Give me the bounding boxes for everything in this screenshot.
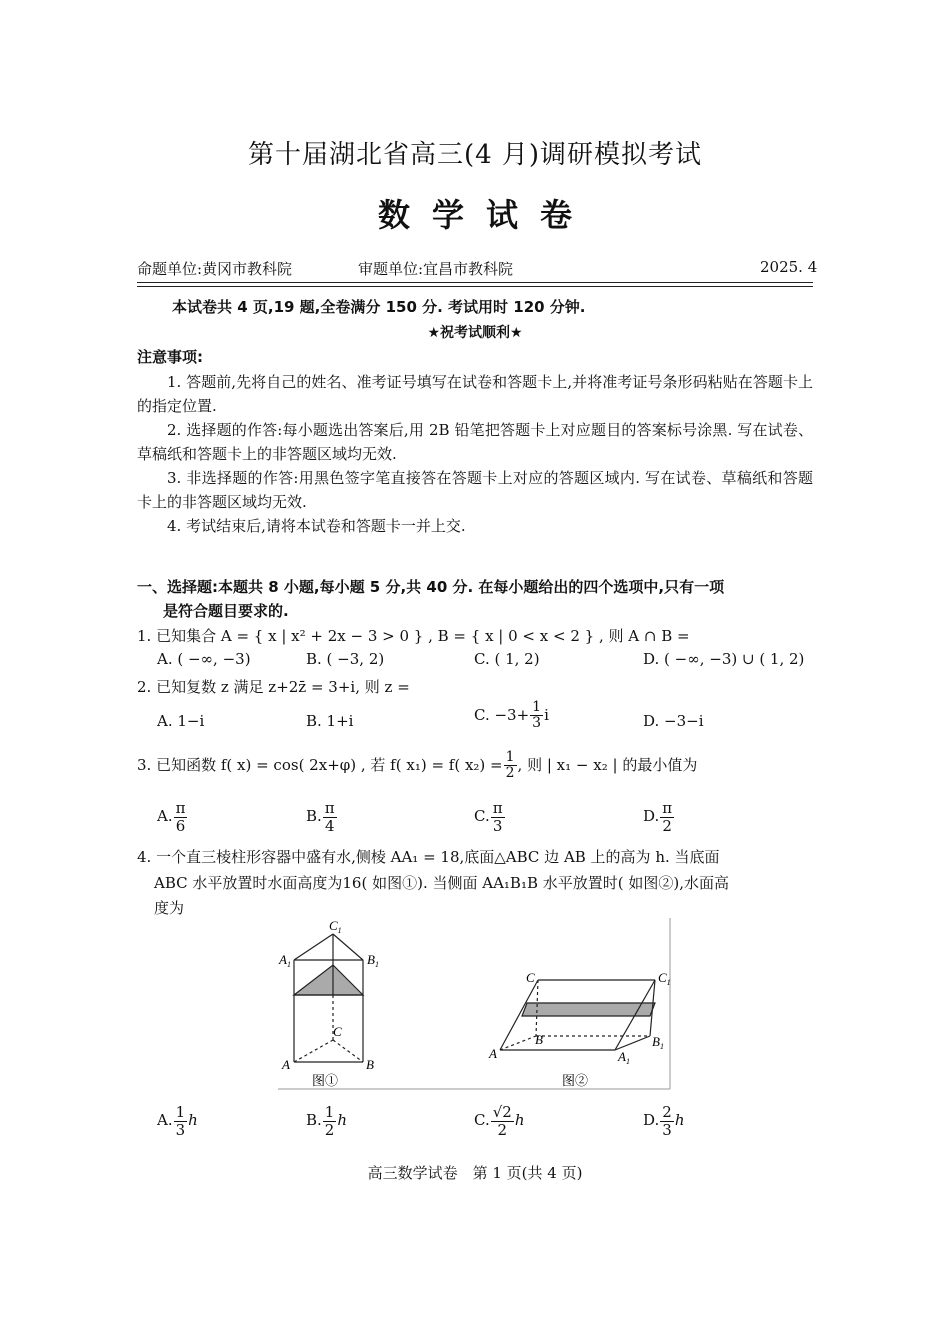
figure-2-prism <box>500 980 655 1050</box>
option-tail: h <box>337 1111 348 1129</box>
option-label: A. <box>157 1111 173 1129</box>
option-label: A. <box>157 807 173 825</box>
q4-option-d <box>643 1104 684 1138</box>
label-a1-fig2: $A_1$ <box>618 1049 630 1066</box>
fraction-numerator: 1 <box>532 699 542 715</box>
fraction-denominator: 2 <box>662 816 672 835</box>
notice-title: 注意事项: <box>137 348 203 366</box>
fraction-denominator: 6 <box>175 816 186 835</box>
exam-title: 第十届湖北省高三(4 月)调研模拟考试 <box>247 140 703 170</box>
figure-1-prism <box>294 934 363 1062</box>
label-c1-fig2: $C_1$ <box>658 970 671 987</box>
label-a1: $A_1$ <box>279 952 291 969</box>
fraction-numerator: 2 <box>662 1103 672 1121</box>
q1-option-d: D. ( −∞, −3) ∪ ( 1, 2) <box>643 650 805 668</box>
exam-summary: 本试卷共 4 页,19 题,全卷满分 150 分. 考试用时 120 分钟. <box>172 298 586 316</box>
fraction-numerator: √2 <box>492 1103 512 1121</box>
fraction-denominator: 3 <box>175 1120 186 1139</box>
q2-option-a: A. 1−i <box>157 712 205 730</box>
fraction-denominator: 3 <box>662 1120 672 1139</box>
option-label: C. <box>474 1111 490 1129</box>
label-c1: $C_1$ <box>329 918 342 935</box>
section-heading-cont: 是符合题目要求的. <box>163 602 289 620</box>
subject-title: 数学试卷 <box>377 196 594 234</box>
q2-option-c-tail: i <box>544 705 549 724</box>
q3-option-c <box>474 800 506 834</box>
fraction-numerator: π <box>175 799 186 817</box>
option-tail: h <box>674 1111 685 1129</box>
exam-date: 2025. 4 <box>760 258 818 276</box>
prism-figure <box>278 918 672 1090</box>
fraction-numerator: π <box>662 799 673 817</box>
fraction-numerator: π <box>492 799 503 817</box>
q3-option-d <box>643 800 675 834</box>
q2-option-b: B. 1+i <box>306 712 354 730</box>
label-c: C <box>333 1024 342 1039</box>
header-rule-thin <box>137 286 813 287</box>
fraction-numerator: π <box>324 799 335 817</box>
label-a: A <box>282 1057 290 1072</box>
fraction-denominator: 3 <box>532 715 542 732</box>
q2-option-c <box>474 700 549 732</box>
fraction-numerator: 1 <box>324 1103 335 1121</box>
notice-item: 1. 答题前,先将自己的姓名、准考证号填写在试卷和答题卡上,并将准考证号条形码粘贴在答题卡上的指定位置. <box>137 373 813 415</box>
q4-option-a <box>157 1104 198 1138</box>
label-b: B <box>366 1057 374 1072</box>
question-2-stem: 2. 已知复数 z 满足 z+2z̄ = 3+i, 则 z = <box>137 678 410 696</box>
label-b-fig2: B <box>535 1032 543 1047</box>
q3-stem-start: 3. 已知函数 f( x) = cos( 2x+φ) , 若 f( x₁) = f( x₂) = <box>137 755 503 774</box>
fraction-denominator: 4 <box>324 816 335 835</box>
question-4-line1: 4. 一个直三棱柱形容器中盛有水,侧棱 AA₁ = 18,底面△ABC 边 AB 上的高为 h. 当底面 <box>137 848 720 866</box>
good-luck-wish: ★祝考试顺利★ <box>427 325 523 341</box>
option-label: D. <box>643 1111 660 1129</box>
notice-item: 3. 非选择题的作答:用黑色签字笔直接答在答题卡上对应的答题区域内. 写在试卷、草稿纸和答题卡上的非答题区域均无效. <box>137 469 813 511</box>
q1-option-b: B. ( −3, 2) <box>306 650 385 668</box>
water-surface-1 <box>294 965 363 995</box>
q4-option-b <box>306 1104 347 1138</box>
setter-unit: 命题单位:黄冈市教科院 <box>137 260 293 278</box>
q3-stem-end: , 则 | x₁ − x₂ | 的最小值为 <box>517 755 698 774</box>
option-label: B. <box>306 1111 322 1129</box>
notice-item: 2. 选择题的作答:每小题选出答案后,用 2B 铅笔把答题卡上对应题目的答案标号涂黑. 写在试卷、草稿纸和答题卡上的非答题区域均无效. <box>137 421 813 463</box>
option-tail: h <box>188 1111 198 1129</box>
fraction-numerator: 1 <box>505 749 515 765</box>
q1-option-a: A. ( −∞, −3) <box>157 650 251 668</box>
q2-option-d: D. −3−i <box>643 712 704 730</box>
option-label: C. <box>474 807 490 825</box>
q4-option-c <box>474 1104 525 1138</box>
fraction-denominator: 2 <box>497 1120 508 1139</box>
label-c-fig2: C <box>526 970 535 985</box>
fraction-denominator: 3 <box>492 816 503 835</box>
label-a-fig2: A <box>489 1046 497 1061</box>
fraction-denominator: 2 <box>505 765 515 782</box>
q1-option-c: C. ( 1, 2) <box>474 650 540 668</box>
option-tail: h <box>514 1111 525 1129</box>
label-b1-fig2: $B_1$ <box>652 1034 664 1051</box>
question-4-line3: 度为 <box>154 899 185 917</box>
reviewer-unit: 审题单位:宜昌市教科院 <box>358 260 514 278</box>
option-label: B. <box>306 807 322 825</box>
notice-item: 4. 考试结束后,请将本试卷和答题卡一并上交. <box>167 517 466 535</box>
option-label: D. <box>643 807 660 825</box>
question-4-line2: ABC 水平放置时水面高度为16( 如图①). 当侧面 AA₁B₁B 水平放置时( 如图②),水面高 <box>154 874 729 892</box>
question-3-stem <box>137 750 697 782</box>
fraction-denominator: 2 <box>324 1120 335 1139</box>
figure-2-caption: 图② <box>562 1073 589 1088</box>
header-rule-thick <box>137 282 813 283</box>
fraction-numerator: 1 <box>175 1103 186 1121</box>
page-footer: 高三数学试卷 第 1 页(共 4 页) <box>367 1164 583 1182</box>
section-heading: 一、选择题:本题共 8 小题,每小题 5 分,共 40 分. 在每小题给出的四个选项中,只有一项 <box>137 578 725 596</box>
q3-option-b <box>306 800 338 834</box>
question-1-stem: 1. 已知集合 A = { x | x² + 2x − 3 > 0 } , B = { x | 0 < x < 2 } , 则 A ∩ B = <box>137 627 690 645</box>
label-b1: $B_1$ <box>367 952 379 969</box>
notice-list <box>137 370 813 538</box>
q2-option-c-lead: C. −3+ <box>474 705 530 724</box>
figure-1-caption: 图① <box>312 1073 339 1088</box>
q3-option-a <box>157 800 188 834</box>
